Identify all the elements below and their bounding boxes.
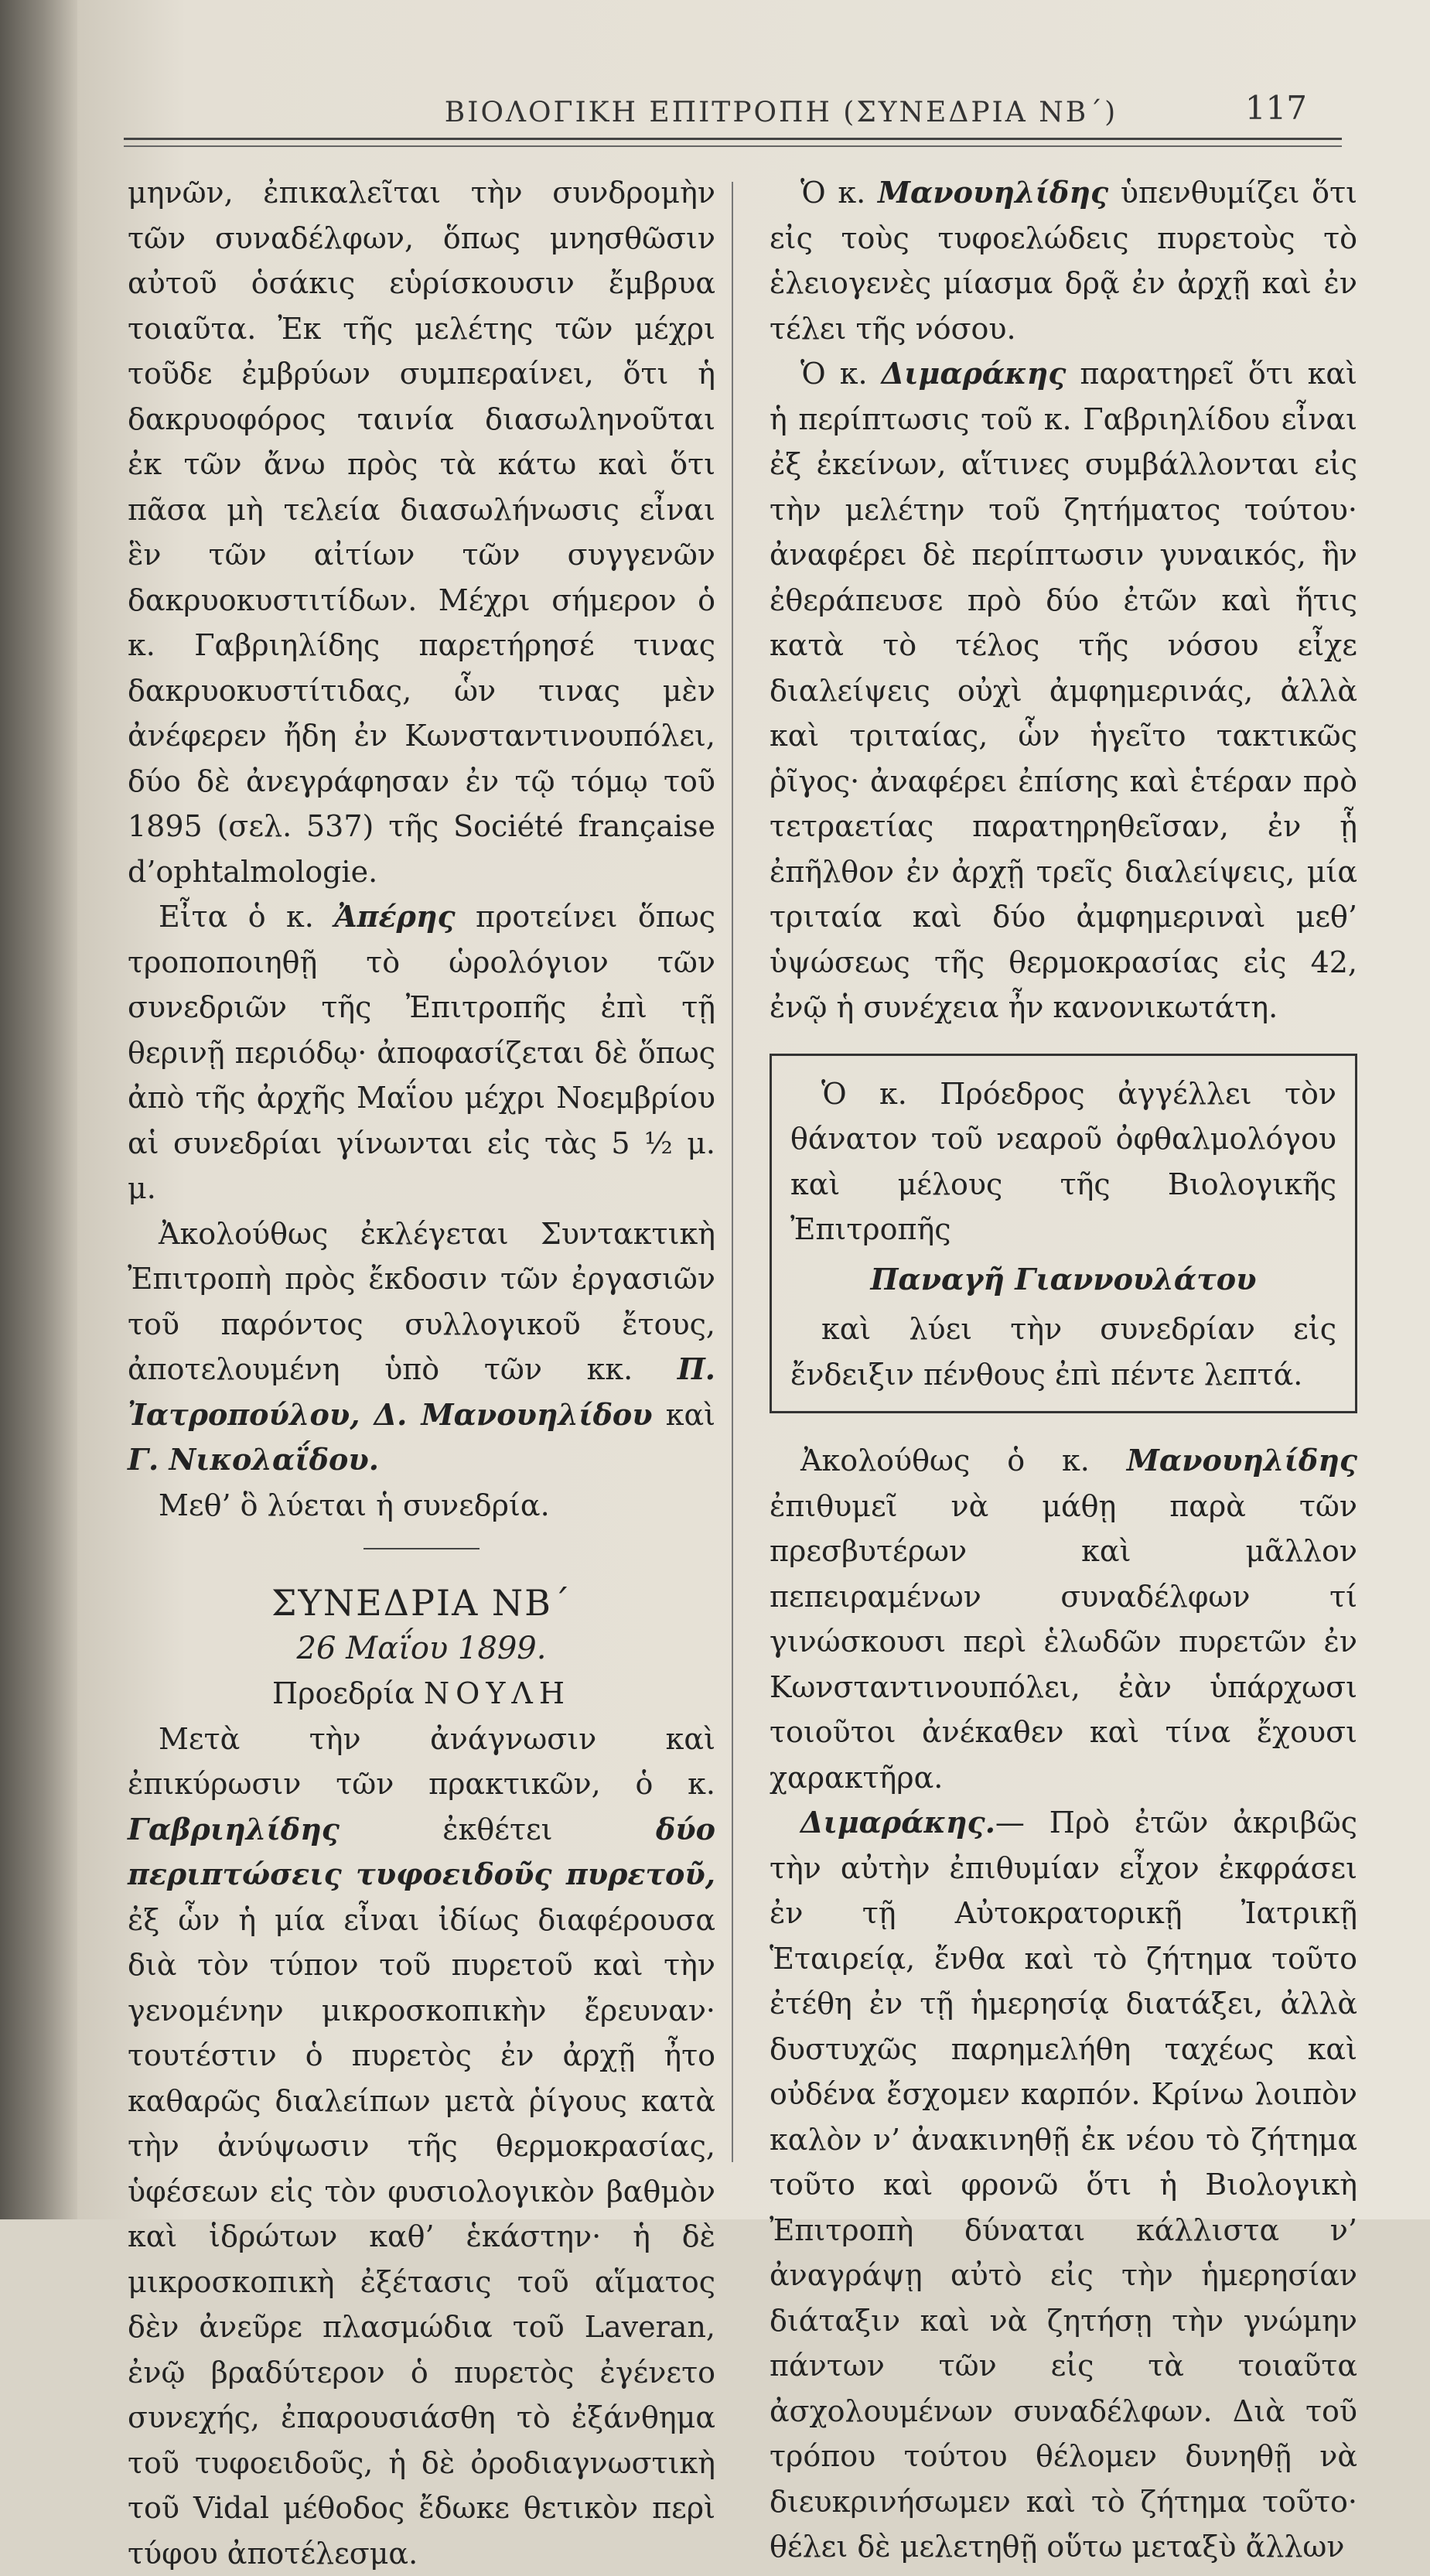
emphasis: δύο περιπτώσεις τυφοειδοῦς πυρετοῦ,	[128, 1812, 715, 1892]
text: Ὁ κ.	[800, 357, 868, 391]
chair-label: Προεδρία	[272, 1676, 415, 1710]
page-header	[433, 89, 1307, 135]
person-name: Μανουηλίδης	[1127, 1443, 1357, 1478]
paragraph	[128, 1717, 715, 2576]
header-rule-thin	[124, 145, 1342, 147]
header-rule	[124, 138, 1342, 140]
notice-text: Ὁ κ. Πρόεδρος ἀγγέλλει τὸν θάνατον τοῦ νεαροῦ ὀφθαλμολόγου καὶ μέλους τῆς Βιολογικῆς Ἐπιτροπῆς	[790, 1071, 1336, 1252]
section-divider	[363, 1548, 480, 1549]
person-name: Διμαράκης.	[800, 1805, 995, 1840]
text: καὶ	[666, 1398, 715, 1432]
column-divider	[732, 182, 733, 2162]
text: Ἀκολούθως ὁ κ.	[800, 1443, 1090, 1478]
paragraph	[128, 894, 715, 1211]
left-column	[128, 170, 715, 2576]
chair-name: ΝΟΥΛΗ	[424, 1676, 571, 1710]
session-chair	[128, 1671, 715, 1717]
session-title: ΣΥΝΕΔΡΙΑ ΝΒ΄	[128, 1580, 715, 1626]
text: ἐξ ὧν ἡ μία εἶναι ἰδίως διαφέρουσα διὰ τὸν τύπον τοῦ πυρετοῦ καὶ τὴν γενομένην μικροσκοπικὴν ἔρευναν· τουτέστιν ὁ πυρετὸς ἐν ἀρχῇ ἦτο καθαρῶς διαλείπων μετὰ ῥίγους κατὰ τὴν ἀνύψωσιν τῆς θερμοκρασίας, ὑφέσεων εἰς τὸν φυσιολογικὸν βαθμὸν καὶ ἱδρώτων καθ’ ἑκάστην· ἡ δὲ μικροσκοπικὴ ἐξέτασις τοῦ αἵματος δὲν ἀνεῦρε πλασμώδια τοῦ Laveran, ἐνῷ βραδύτερον ὁ πυρετὸς ἐγένετο συνεχής, ἐπαρουσιάσθη τὸ ἐξάνθημα τοῦ τυφοειδοῦς, ἡ δὲ ὀροδιαγνωστικὴ τοῦ Vidal μέθοδος ἔδωκε θετικὸν περὶ τύφου ἀποτέλεσμα.	[128, 1903, 715, 2571]
running-head: ΒΙΟΛΟΓΙΚΗ ΕΠΙΤΡΟΠΗ (ΣΥΝΕΔΡΙΑ ΝΒ΄)	[433, 97, 1129, 128]
person-name: Ἀπέρης	[334, 899, 455, 934]
text: ἐκθέτει	[442, 1812, 552, 1847]
text: Εἶτα ὁ κ.	[159, 900, 314, 934]
right-column	[770, 170, 1357, 2570]
text: ἐπιθυμεῖ νὰ μάθῃ παρὰ τῶν πρεσβυτέρων καὶ μᾶλλον πεπειραμένων συναδέλφων τί γινώσκουσι περὶ ἑλωδῶν πυρετῶν ἐν Κωνσταντινουπόλει, ἐὰν ὑπάρχωσι τοιοῦτοι ἀνέκαθεν καὶ τίνα ἔχουσι χαρακτῆρα.	[770, 1489, 1357, 1795]
text: — Πρὸ ἐτῶν ἀκριβῶς τὴν αὐτὴν ἐπιθυμίαν εἶχον ἐκφράσει ἐν τῇ Αὐτοκρατορικῇ Ἰατρικῇ Ἑταιρείᾳ, ἔνθα καὶ τὸ ζήτημα τοῦτο ἐτέθη ἐν τῇ ἡμερησίᾳ διατάξει, ἀλλὰ δυστυχῶς παρημελήθη ταχέως καὶ οὐδένα ἔσχομεν καρπόν. Κρίνω λοιπὸν καλὸν ν’ ἀνακινηθῇ ἐκ νέου τὸ ζήτημα τοῦτο καὶ φρονῶ ὅτι ἡ Βιολογικὴ Ἐπιτροπὴ δύναται κάλλιστα ν’ ἀναγράψῃ αὐτὸ εἰς τὴν ἡμερησίαν διάταξιν καὶ νὰ ζητήσῃ τὴν γνώμην πάντων τῶν εἰς τὰ τοιαῦτα ἀσχολουμένων συναδέλφων. Διὰ τοῦ τρόπου τούτου θέλομεν δυνηθῇ νὰ διευκρινήσωμεν καὶ τὸ ζήτημα τοῦτο· θέλει δὲ μελετηθῇ οὕτω μεταξὺ ἄλλων	[770, 1806, 1357, 2564]
person-name: Γ. Νικολαΐδου.	[128, 1442, 379, 1477]
deceased-name: Παναγῆ Γιαννουλάτου	[790, 1257, 1336, 1303]
paragraph	[770, 170, 1357, 351]
person-name: Π. Ἰατροπούλου, Δ. Μανουηλίδου	[128, 1351, 715, 1432]
page-number: 117	[1245, 89, 1307, 127]
paragraph	[770, 1800, 1357, 2570]
text: ὑπενθυμίζει ὅτι εἰς τοὺς τυφοελώδεις πυρετοὺς τὸ ἑλειογενὲς μίασμα δρᾷ ἐν ἀρχῇ καὶ ἐν τέλει τῆς νόσου.	[770, 176, 1357, 346]
book-spine-shadow	[0, 0, 77, 2219]
person-name: Γαβριηλίδης	[128, 1812, 340, 1847]
paragraph	[770, 1438, 1357, 1800]
paragraph: Μεθ’ ὃ λύεται ἡ συνεδρία.	[128, 1483, 715, 1529]
paragraph	[128, 1211, 715, 1483]
text: Μετὰ τὴν ἀνάγνωσιν καὶ ἐπικύρωσιν τῶν πρακτικῶν, ὁ κ.	[128, 1722, 715, 1802]
person-name: Μανουηλίδης	[878, 175, 1108, 210]
paragraph: μηνῶν, ἐπικαλεῖται τὴν συνδρομὴν τῶν συναδέλφων, ὅπως μνησθῶσιν αὐτοῦ ὁσάκις εὑρίσκουσιν ἔμβρυα τοιαῦτα. Ἐκ τῆς μελέτης τῶν μέχρι τοῦδε ἐμβρύων συμπεραίνει, ὅτι ἡ δακρυοφόρος ταινία διασωληνοῦται ἐκ τῶν ἄνω πρὸς τὰ κάτω καὶ ὅτι πᾶσα μὴ τελεία διασωλήνωσις εἶναι ἓν τῶν αἰτίων τῶν συγγενῶν δακρυοκυστιτίδων. Μέχρι σήμερον ὁ κ. Γαβριηλίδης παρετήρησέ τινας δακρυοκυστίτιδας, ὧν τινας μὲν ἀνέφερεν ἤδη ἐν Κωνσταντινουπόλει, δύο δὲ ἀνεγράφησαν ἐν τῷ τόμῳ τοῦ 1895 (σελ. 537) τῆς Société française d’ophtalmologie.	[128, 170, 715, 894]
text: προτείνει ὅπως τροποποιηθῇ τὸ ὡρολόγιον τῶν συνεδριῶν τῆς Ἐπιτροπῆς ἐπὶ τῇ θερινῇ περιόδῳ· ἀποφασίζεται δὲ ὅπως ἀπὸ τῆς ἀρχῆς Μαΐου μέχρι Νοεμβρίου αἱ συνεδρίαι γίνωνται εἰς τὰς 5 ½ μ. μ.	[128, 900, 715, 1205]
text: παρατηρεῖ ὅτι καὶ ἡ περίπτωσις τοῦ κ. Γαβριηλίδου εἶναι ἐξ ἐκείνων, αἵτινες συμβάλλονται εἰς τὴν μελέτην τοῦ ζητήματος τούτου· ἀναφέρει δὲ περίπτωσιν γυναικός, ἣν ἐθεράπευσε πρὸ δύο ἐτῶν καὶ ἥτις κατὰ τὸ τέλος τῆς νόσου εἶχε διαλείψεις οὐχὶ ἀμφημερινάς, ἀλλὰ καὶ τριταίας, ὧν ἡγεῖτο τακτικῶς ῥῖγος· ἀναφέρει ἐπίσης καὶ ἑτέραν πρὸ τετραετίας παρατηρηθεῖσαν, ἐν ᾗ ἐπῆλθον ἐν ἀρχῇ τρεῖς διαλείψεις, μία τριταία καὶ δύο ἀμφημεριναὶ μεθ’ ὑψώσεως τῆς θερμοκρασίας εἰς 42, ἐνῷ ἡ συνέχεια ἦν κανονικωτάτη.	[770, 357, 1357, 1024]
notice-text: καὶ λύει τὴν συνεδρίαν εἰς ἔνδειξιν πένθους ἐπὶ πέντε λεπτά.	[790, 1307, 1336, 1397]
paragraph	[770, 351, 1357, 1030]
session-date: 26 Μαΐου 1899.	[128, 1626, 715, 1672]
text: Ὁ κ.	[800, 176, 865, 210]
death-notice-box	[770, 1054, 1357, 1414]
text: Ἀκολούθως ἐκλέγεται Συντακτικὴ Ἐπιτροπὴ πρὸς ἔκδοσιν τῶν ἐργασιῶν τοῦ παρόντος συλλογικοῦ ἔτους, ἀποτελουμένη ὑπὸ τῶν κκ.	[128, 1217, 715, 1387]
person-name: Διμαράκης	[882, 356, 1067, 391]
